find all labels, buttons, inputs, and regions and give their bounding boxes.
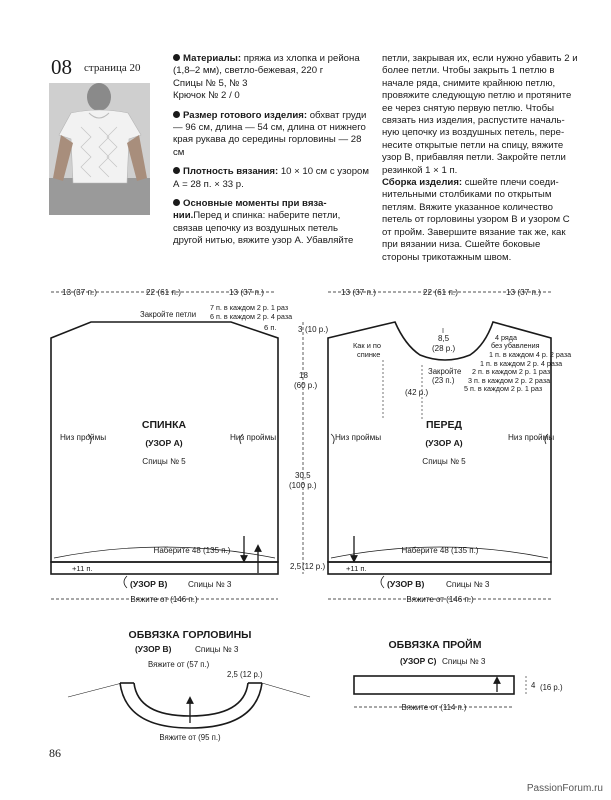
back-six-p: 6 п. (264, 323, 277, 332)
front-like-back-2: спинке (357, 350, 381, 359)
front-cast-off: Вяжите от (146 п.) (406, 595, 474, 604)
assembly-heading: Сборка изделия: (382, 177, 463, 189)
instructions-text: петли, закрывая их, если нужно убавить 2 и более петли. Чтобы закрыть 1 петлю в начале ряда, снимите крайнюю петлю, провяжите следующую петлю и протяните ее через снятую первую петлю. Чтобы связать низ изделия, распустите начальную цепочку из воздушных петель, перенесите открытые петли на спицу, вяжите узор В, прибавляя петли. Закройте петли резинкой 1 × 1 п. (382, 53, 578, 176)
front-like-back-1: Как и по (353, 341, 381, 350)
front-cast-on: Наберите 48 (135 п.) (401, 546, 479, 555)
back-diagram (51, 288, 292, 604)
armhole-band-knit-from: Вяжите от (114 п.) (401, 703, 467, 712)
moments-text: Перед и спинка: наберите петли, связав цепочку из воздушных петель другой нитью, вяжите узор А. Убавляйте (173, 210, 354, 247)
front-neck-dec-3: 2 п. в каждом 2 р. 1 раз (472, 367, 551, 376)
back-dim-left: 13 (37 п.) (62, 288, 97, 297)
page-reference: страница 20 (84, 62, 141, 74)
dim-30-rows: (100 р.) (289, 481, 317, 490)
armhole-band-title: ОБВЯЗКА ПРОЙМ (388, 639, 482, 651)
front-neck-depth: 8,5 (438, 334, 450, 343)
armhole-band-needles: Спицы № 3 (442, 657, 486, 666)
back-needles: Спицы № 5 (142, 457, 186, 466)
moments-heading: Основные моменты при вязании. (173, 198, 327, 222)
dim-2-5: 2,5 (290, 562, 302, 571)
front-title: ПЕРЕД (425, 419, 463, 431)
front-needles: Спицы № 5 (422, 457, 466, 466)
front-armhole-left: Низ проймы (335, 433, 382, 442)
neck-band-knit-from-bottom: Вяжите от (95 п.) (159, 733, 221, 742)
neck-band-knit-from: Вяжите от (57 п.) (148, 660, 210, 669)
back-dec-1: 7 п. в каждом 2 р. 1 раз (210, 303, 289, 312)
front-band-pattern: (УЗОР В) (387, 579, 425, 589)
materials-text: пряжа из хлопка и рейона (1,8–2 мм), светло-бежевая, 220 г (173, 53, 360, 77)
back-dim-mid: 22 (61 п.) (146, 288, 181, 297)
front-plus11: +11 п. (346, 564, 367, 573)
materials-hook: Крючок № 2 / 0 (173, 90, 240, 102)
neck-band-height: 2,5 (12 р.) (227, 670, 263, 679)
neck-band-title: ОБВЯЗКА ГОРЛОВИНЫ (128, 629, 252, 641)
dim-18-rows: (60 р.) (294, 381, 318, 390)
front-band-needles: Спицы № 3 (446, 580, 490, 589)
back-cast-off: Вяжите от (146 п.) (130, 595, 198, 604)
armhole-band-height: 4 (531, 681, 536, 690)
front-rows4: 4 ряда (495, 333, 517, 342)
back-dim-right: 13 (37 п.) (229, 288, 264, 297)
dim-30: 30,5 (295, 471, 311, 480)
front-armhole-right: Низ проймы (508, 433, 555, 442)
materials-heading: Материалы: (183, 53, 242, 64)
front-neck-dec-4: 3 п. в каждом 2 р. 2 раза (468, 376, 551, 385)
armhole-band-pattern: (УЗОР С) (400, 656, 437, 666)
front-neck-dec-1: 1 п. в каждом 4 р. 2 раза (489, 350, 572, 359)
density-text: 10 × 10 см с узором А = 28 п. × 33 р. (173, 166, 369, 190)
back-close-loops: Закройте петли (140, 310, 197, 319)
front-dim-left: 13 (37 п.) (341, 288, 376, 297)
materials-needles: Спицы № 5, № 3 (173, 77, 248, 89)
front-dim-right: 13 (37 п.) (506, 288, 541, 297)
neck-band-diagram (68, 629, 310, 742)
front-close-label: Закройте (428, 367, 462, 376)
front-neck-dec-5: 5 п. в каждом 2 р. 1 раз (464, 384, 543, 393)
watermark: PassionForum.ru (526, 783, 603, 794)
size-heading: Размер готового изделия: (183, 109, 308, 121)
front-dim-mid: 22 (61 п.) (423, 288, 458, 297)
back-band-pattern: (УЗОР В) (130, 579, 168, 589)
size-text: обхват груди — 96 см, длина — 54 см, длина от нижнего края рукава до середины горловины — 28 см (173, 109, 367, 158)
dim-2-5-rows: (12 р.) (302, 562, 326, 571)
back-band-needles: Спицы № 3 (188, 580, 232, 589)
back-cast-on: Наберите 48 (135 п.) (153, 546, 231, 555)
pattern-number: 08 (51, 55, 72, 79)
back-plus11: +11 п. (72, 564, 93, 573)
front-neck-dec-2: 1 п. в каждом 2 р. 4 раза (480, 359, 563, 368)
front-no-dec: без убавления (491, 341, 540, 350)
dim-18: 18 (299, 371, 308, 380)
page-number: 86 (49, 746, 61, 760)
back-dec-2: 6 п. в каждом 2 р. 4 раза (210, 312, 293, 321)
dim-3: 3 (298, 325, 303, 334)
back-pattern: (УЗОР А) (145, 438, 183, 448)
neck-band-pattern: (УЗОР В) (135, 644, 172, 654)
front-neck-depth-rows: (28 р.) (432, 344, 456, 353)
front-diagram (328, 288, 571, 604)
front-rows42: (42 р.) (405, 388, 429, 397)
armhole-band-diagram (354, 638, 563, 712)
armhole-band-height-rows: (16 р.) (540, 683, 563, 692)
back-armhole-left: Низ проймы (60, 433, 107, 442)
density-heading: Плотность вязания: (183, 166, 279, 178)
front-pattern: (УЗОР А) (425, 438, 463, 448)
back-armhole-right: Низ проймы (230, 433, 277, 442)
dim-3-rows: (10 р.) (305, 325, 329, 334)
front-close-count: (23 п.) (432, 376, 455, 385)
center-dimensions (289, 322, 328, 574)
back-title: СПИНКА (141, 419, 187, 431)
assembly-text: сшейте плечи соединительными столбиками по открытым петлям. Вяжите указанное количество петель от горловины узором В и узором С от пройм. Завершите вязание так же, как при вязании низа. Сшейте боковые стороны трикотажным швом. (382, 177, 570, 263)
neck-band-needles: Спицы № 3 (195, 645, 239, 654)
